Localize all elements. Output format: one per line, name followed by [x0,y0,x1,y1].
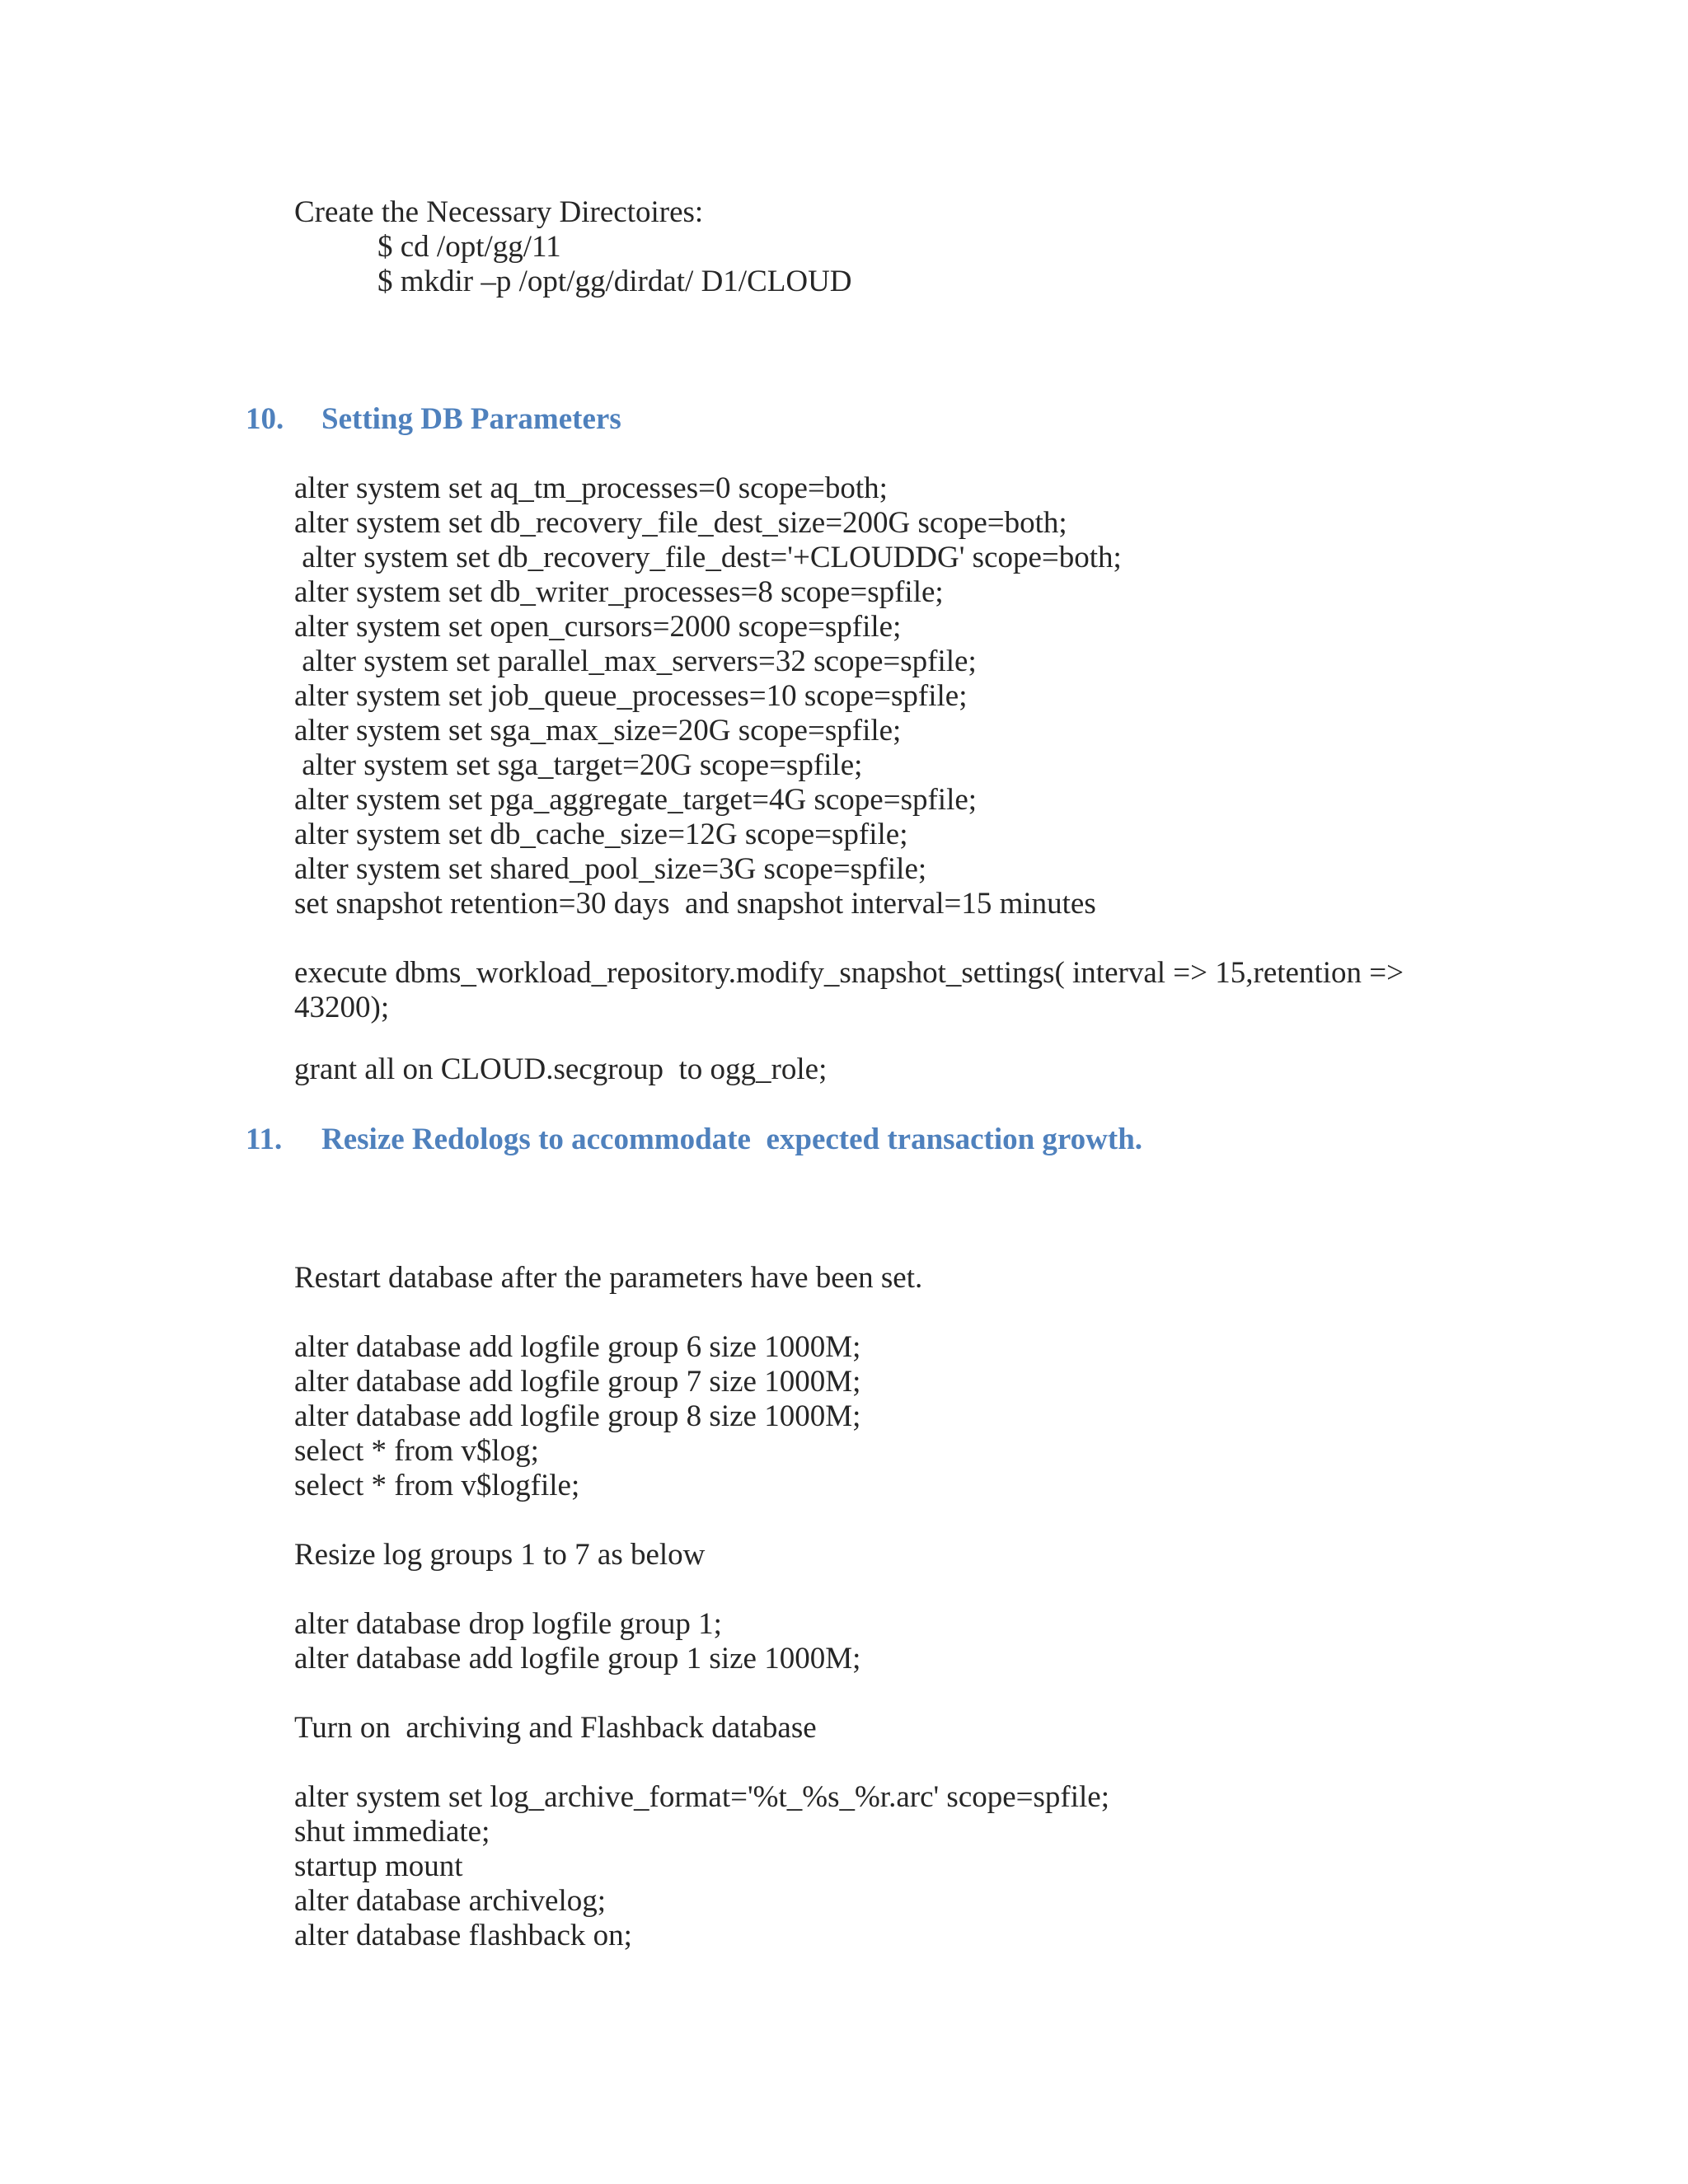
param-line: alter system set aq_tm_processes=0 scope=both; [294,471,888,505]
param-line: alter system set parallel_max_servers=32 scope=spfile; [294,644,977,678]
param-line: alter system set db_cache_size=12G scope=spfile; [294,818,908,851]
add-logfile-line: alter database add logfile group 6 size 1000M; [294,1330,861,1364]
resize-line: alter database add logfile group 1 size 1000M; [294,1642,861,1675]
section-10-heading [246,402,621,437]
intro-command: $ cd /opt/gg/11 [377,230,561,264]
section-11-heading [246,1122,1142,1157]
archive-line: alter database flashback on; [294,1919,632,1952]
add-logfile-line: alter database add logfile group 8 size 1000M; [294,1399,861,1433]
param-line: alter system set pga_aggregate_target=4G scope=spfile; [294,783,978,817]
archive-note: Turn on archiving and Flashback database [294,1711,817,1745]
param-line: alter system set db_recovery_file_dest_size=200G scope=both; [294,506,1067,540]
section-11-number: 11. [246,1122,283,1156]
resize-note: Resize log groups 1 to 7 as below [294,1538,706,1572]
section-10-title: Setting DB Parameters [321,402,621,436]
param-line: alter system set job_queue_processes=10 scope=spfile; [294,679,968,713]
archive-line: shut immediate; [294,1815,490,1849]
param-line: alter system set sga_max_size=20G scope=spfile; [294,714,902,748]
add-logfile-line: alter database add logfile group 7 size 1000M; [294,1365,861,1399]
restart-note: Restart database after the parameters have been set. [294,1261,923,1295]
archive-line: startup mount [294,1849,463,1883]
intro-command: $ mkdir –p /opt/gg/dirdat/ D1/CLOUD [377,265,852,298]
select-line: select * from v$logfile; [294,1469,580,1502]
param-line: alter system set db_writer_processes=8 scope=spfile; [294,575,944,609]
execute-line: execute dbms_workload_repository.modify_snapshot_settings( interval => 15,retention => [294,956,1404,990]
resize-line: alter database drop logfile group 1; [294,1607,722,1641]
snapshot-note: set snapshot retention=30 days and snapshot interval=15 minutes [294,887,1096,921]
grant-line: grant all on CLOUD.secgroup to ogg_role; [294,1052,828,1086]
param-line: alter system set shared_pool_size=3G scope=spfile; [294,852,927,886]
param-line: alter system set db_recovery_file_dest='+CLOUDDG' scope=both; [294,541,1122,574]
section-11-title: Resize Redologs to accommodate expected transaction growth. [321,1122,1143,1156]
param-line: alter system set open_cursors=2000 scope=spfile; [294,610,902,644]
intro-title: Create the Necessary Directoires: [294,195,704,229]
select-line: select * from v$log; [294,1434,539,1468]
section-10-number: 10. [246,402,284,436]
execute-line-continued: 43200); [294,991,390,1024]
archive-line: alter database archivelog; [294,1884,607,1918]
archive-line: alter system set log_archive_format='%t_%s_%r.arc' scope=spfile; [294,1780,1110,1814]
param-line: alter system set sga_target=20G scope=spfile; [294,748,863,782]
